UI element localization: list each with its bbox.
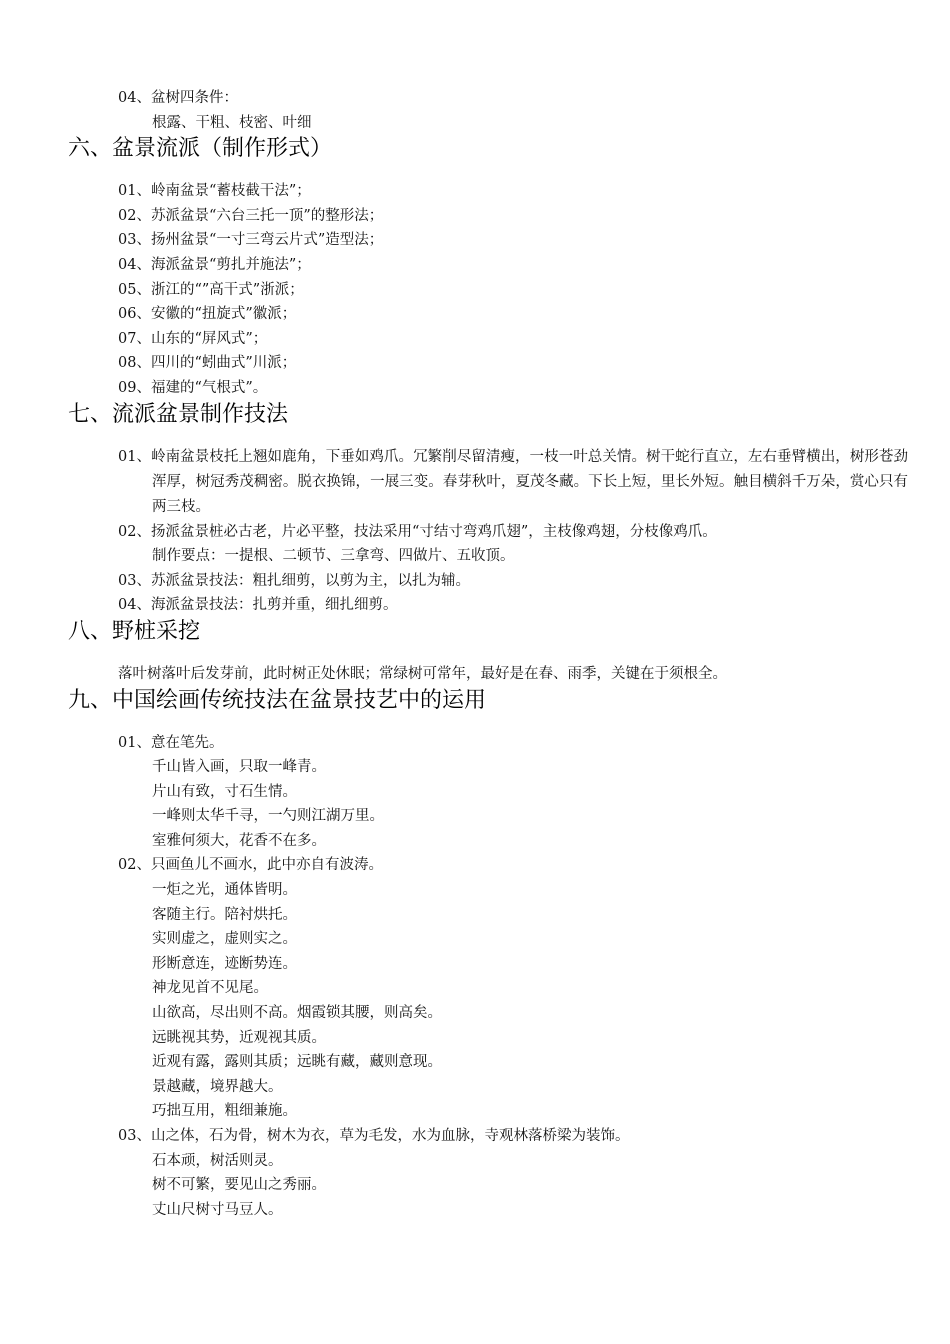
paragraph: 落叶树落叶后发芽前，此时树正处休眠；常绿树可常年，最好是在春、雨季，关键在于须根全。 [118, 665, 727, 682]
quote-line: 巧拙互用，粗细兼施。 [152, 1103, 297, 1120]
quote-line: 景越藏，境界越大。 [152, 1078, 283, 1095]
quote-line: 一峰则太华千寻，一勺则江湖万里。 [152, 808, 384, 825]
list-item: 05、浙江的“”高干式”浙派； [118, 281, 304, 298]
list-item: 01、岭南盆景“蓄枝截干法”； [118, 183, 311, 200]
list-item-detail: 根露、干粗、枝密、叶细 [152, 114, 312, 131]
quote-line: 树不可繁，要见山之秀丽。 [152, 1177, 326, 1194]
section-heading: 七、流派盆景制作技法 [68, 401, 289, 427]
list-item: 06、安徽的“扭旋式”徽派； [118, 306, 297, 323]
quote-line: 室雅何须大，花香不在多。 [152, 832, 326, 849]
list-item: 07、山东的“屏风式”； [118, 330, 268, 347]
list-item: 04、海派盆景“剪扎并施法”； [118, 256, 311, 273]
list-item: 02、扬派盆景桩必古老，片必平整，技法采用“寸结寸弯鸡爪翅”，主枝像鸡翅，分枝像鸡爪。 [118, 523, 717, 540]
section-heading: 九、中国绘画传统技法在盆景技艺中的运用 [68, 687, 487, 713]
list-item: 02、苏派盆景“六台三托一顶”的整形法； [118, 207, 384, 224]
list-item: 04、盆树四条件： [118, 90, 238, 106]
list-item: 03、苏派盆景技法：粗扎细剪，以剪为主，以扎为辅。 [118, 572, 470, 589]
list-item-detail: 制作要点：一提根、二顿节、三拿弯、四做片、五收顶。 [152, 548, 515, 565]
list-item: 04、海派盆景技法：扎剪并重，细扎细剪。 [118, 597, 398, 614]
quote-line: 远眺视其势，近观视其质。 [152, 1029, 326, 1046]
quote-line: 山欲高，尽出则不高。烟霞锁其腰，则高矣。 [152, 1005, 442, 1022]
list-item: 03、扬州盆景“一寸三弯云片式”造型法； [118, 232, 384, 249]
section-heading: 八、野桩采挖 [68, 618, 201, 644]
list-item: 01、意在笔先。 [118, 734, 224, 751]
list-item: 08、四川的“蚓曲式”川派； [118, 355, 297, 372]
quote-line: 片山有致，寸石生情。 [152, 783, 297, 800]
section-heading: 六、盆景流派（制作形式） [68, 136, 333, 162]
quote-line: 形断意连，迹断势连。 [152, 955, 297, 972]
quote-line: 神龙见首不见尾。 [152, 980, 268, 997]
list-item: 09、福建的“气根式”。 [118, 379, 268, 396]
list-item: 03、山之体，石为骨，树木为衣，草为毛发，水为血脉，寺观林落桥梁为装饰。 [118, 1128, 630, 1144]
quote-line: 石本顽，树活则灵。 [152, 1152, 283, 1169]
quote-line: 近观有露，露则其质；远眺有藏，藏则意现。 [152, 1054, 442, 1071]
list-item: 02、只画鱼儿不画水，此中亦自有波涛。 [118, 857, 383, 874]
list-item: 01、岭南盆景枝托上翘如鹿角，下垂如鸡爪。冗繁削尽留清瘦，一枝一叶总关情。树干蛇行直立，左右垂臂横出，树形苍劲浑厚，树冠秀茂稠密。脱衣换锦，一展三变。春芽秋叶，夏茂冬藏。下长上短，里长外短。触目横斜千万朵，赏心只有两三枝。 [118, 448, 908, 515]
quote-line: 千山皆入画，只取一峰青。 [152, 759, 326, 776]
quote-line: 实则虚之，虚则实之。 [152, 931, 297, 948]
quote-line: 一炬之光，通体皆明。 [152, 882, 297, 899]
quote-line: 丈山尺树寸马豆人。 [152, 1201, 283, 1218]
quote-line: 客随主行。陪衬烘托。 [152, 906, 297, 923]
